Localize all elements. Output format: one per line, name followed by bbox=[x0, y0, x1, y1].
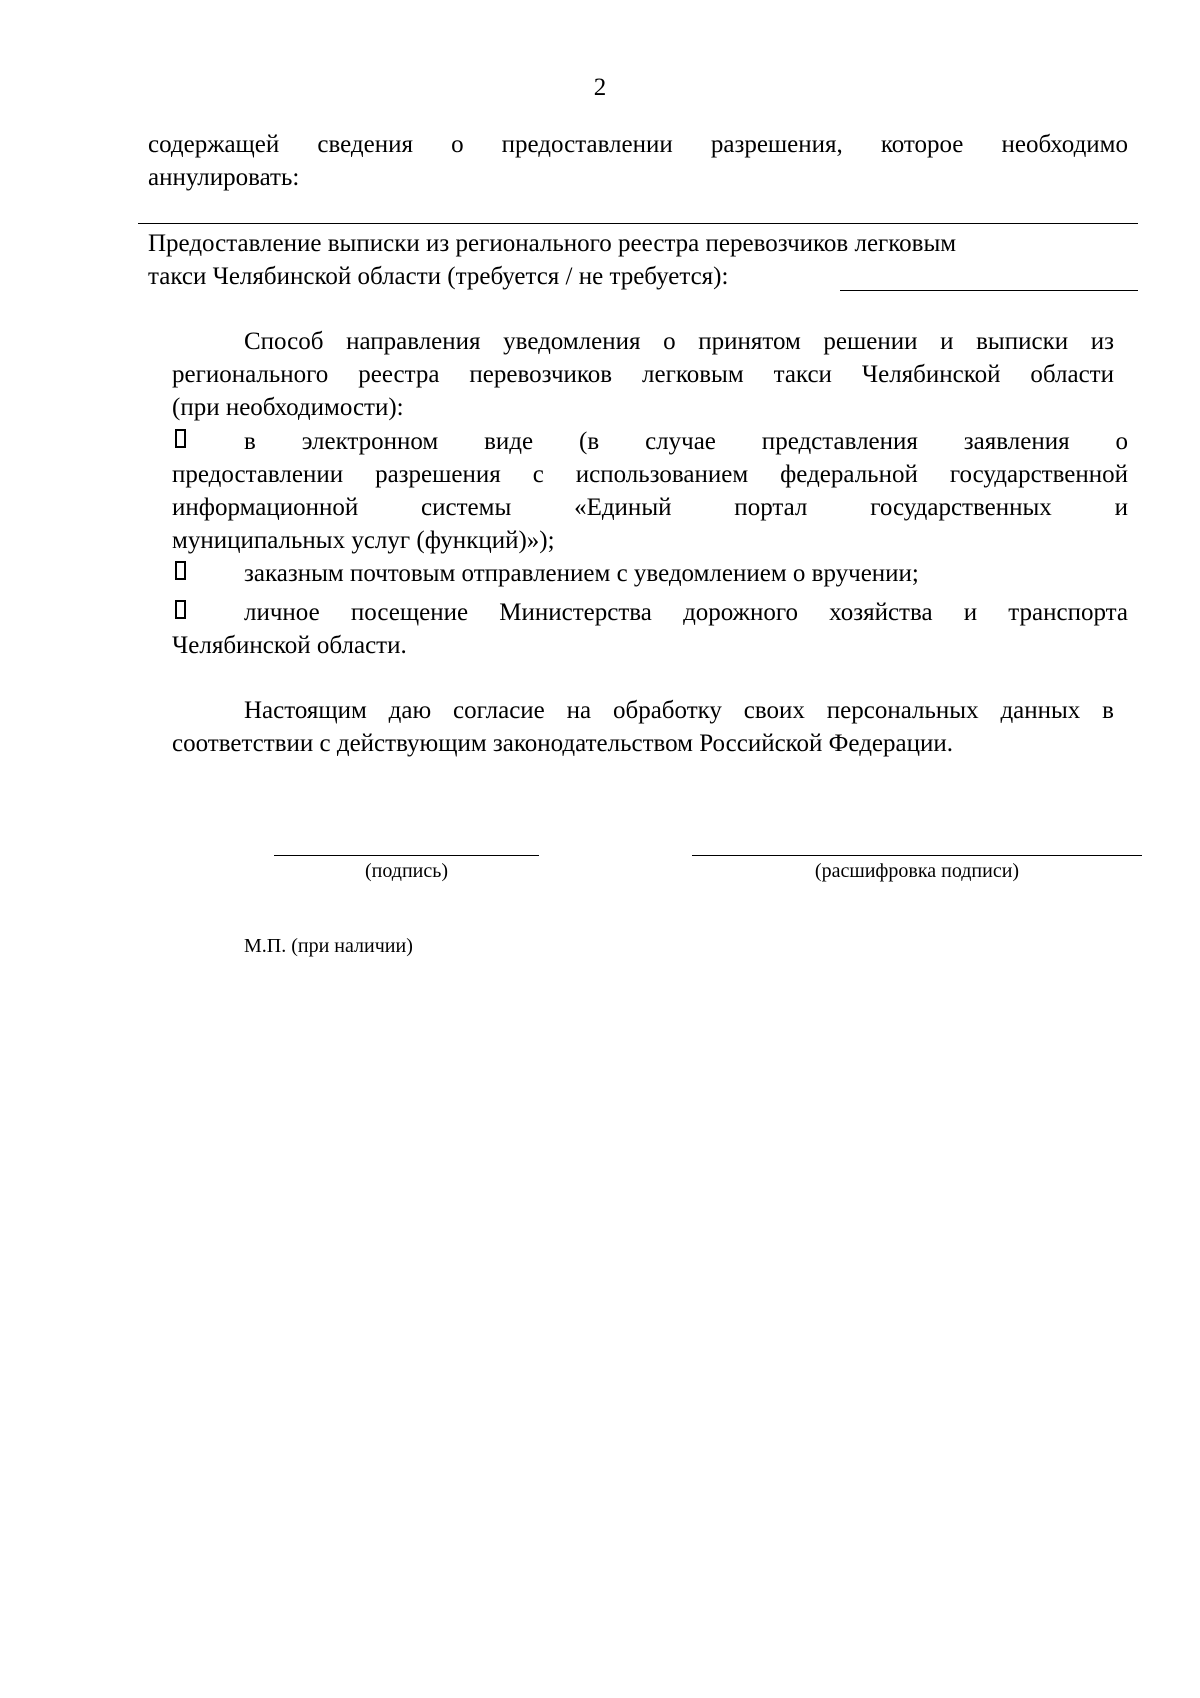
extract-answer-line[interactable] bbox=[840, 290, 1138, 291]
checkbox-registered-mail[interactable] bbox=[175, 561, 186, 580]
option-electronic-line-4: муниципальных услуг (функций)»); bbox=[172, 527, 555, 554]
consent-line-1: Настоящим даю согласие на обработку своих персональных данных в bbox=[244, 697, 1114, 724]
consent-line-2: соответствии с действующим законодательством Российской Федерации. bbox=[172, 730, 953, 757]
signature-line[interactable] bbox=[274, 855, 539, 856]
signature-label: (подпись) bbox=[364, 860, 449, 882]
intro-line-1: содержащей сведения о предоставлении разрешения, которое необходимо bbox=[148, 131, 1128, 158]
page-number: 2 bbox=[593, 74, 607, 101]
option-visit-line-2: Челябинской области. bbox=[172, 632, 407, 659]
checkbox-electronic[interactable] bbox=[175, 429, 186, 448]
stamp-label: М.П. (при наличии) bbox=[244, 935, 413, 957]
option-electronic-line-2: предоставлении разрешения с использованием федеральной государственной bbox=[172, 461, 1128, 488]
option-electronic-line-3: информационной системы «Единый портал государственных и bbox=[172, 494, 1128, 521]
option-electronic-line-1: в электронном виде (в случае представления заявления о bbox=[244, 428, 1128, 455]
method-line-2: регионального реестра перевозчиков легковым такси Челябинской области bbox=[172, 361, 1114, 388]
method-line-3: (при необходимости): bbox=[172, 394, 404, 421]
permission-entry-line[interactable] bbox=[138, 223, 1138, 224]
signature-decode-label: (расшифровка подписи) bbox=[814, 860, 1020, 882]
checkbox-personal-visit[interactable] bbox=[175, 600, 186, 619]
signature-decode-line[interactable] bbox=[692, 855, 1142, 856]
option-mail-line-1: заказным почтовым отправлением с уведомлением о вручении; bbox=[244, 560, 919, 587]
extract-line-1: Предоставление выписки из регионального реестра перевозчиков легковым bbox=[148, 230, 957, 257]
method-line-1: Способ направления уведомления о принятом решении и выписки из bbox=[244, 328, 1114, 355]
extract-line-2: такси Челябинской области (требуется / не требуется): bbox=[148, 263, 729, 290]
option-visit-line-1: личное посещение Министерства дорожного хозяйства и транспорта bbox=[244, 599, 1128, 626]
intro-line-2: аннулировать: bbox=[148, 164, 300, 191]
